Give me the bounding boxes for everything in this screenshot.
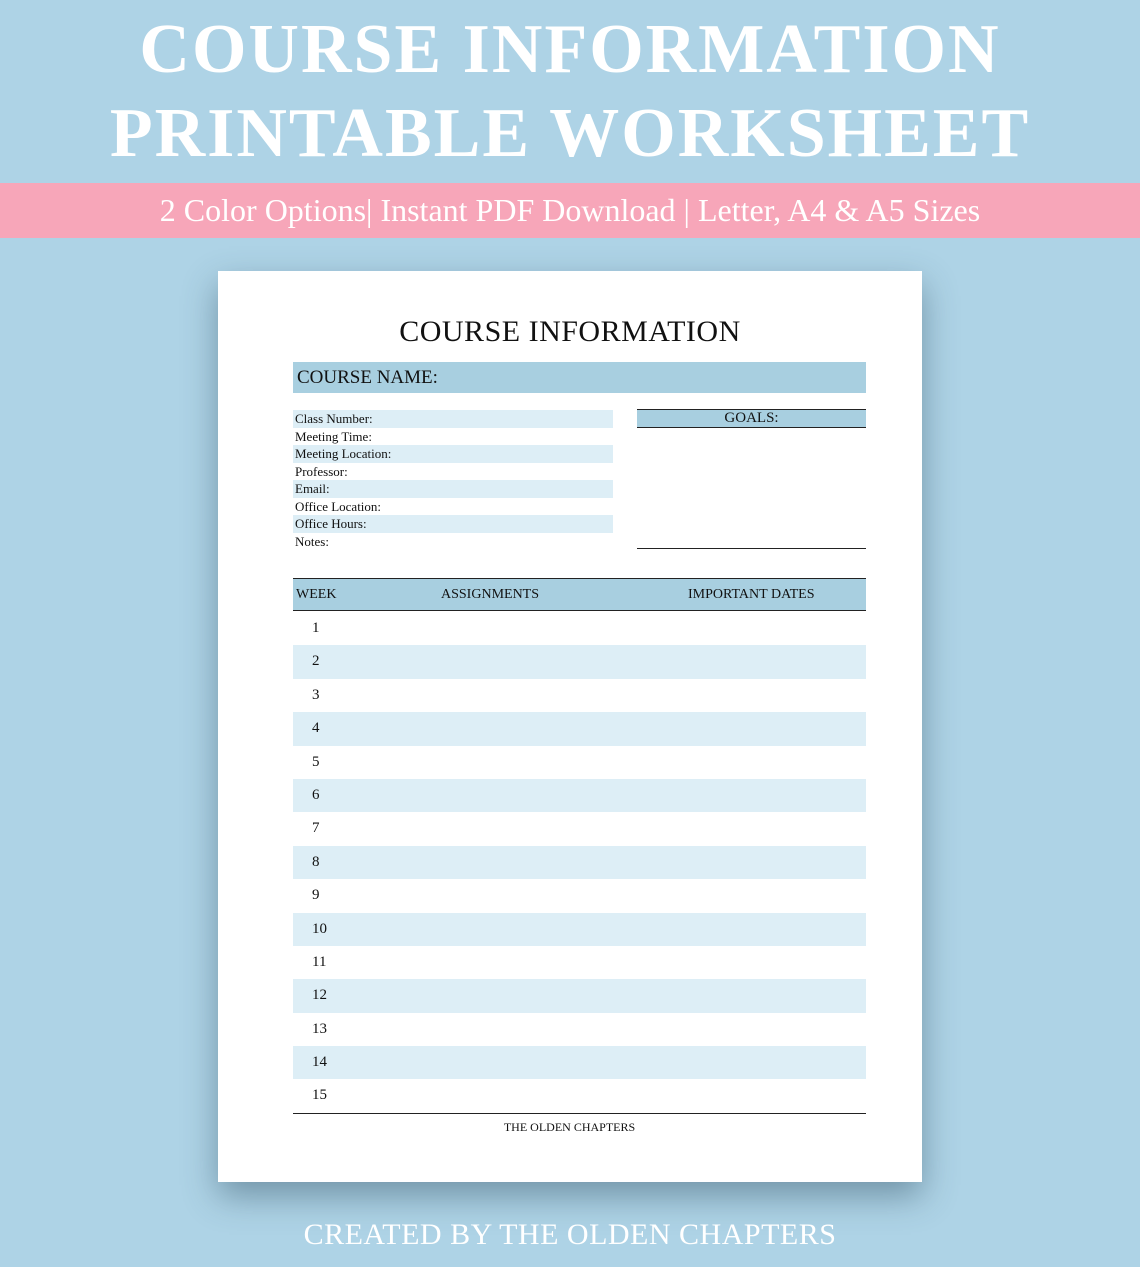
week-number: 15 xyxy=(312,1087,327,1104)
week-number: 14 xyxy=(312,1054,327,1071)
header-assignments: ASSIGNMENTS xyxy=(441,587,540,602)
table-row xyxy=(293,779,866,812)
week-number: 9 xyxy=(312,887,320,904)
week-number: 1 xyxy=(312,620,320,636)
field-notes: Notes: xyxy=(295,533,329,549)
table-row xyxy=(293,612,866,645)
table-bottom-rule xyxy=(293,1113,866,1114)
worksheet-title: COURSE INFORMATION xyxy=(399,315,741,348)
worksheet-footer: THE OLDEN CHAPTERS xyxy=(503,1120,636,1134)
field-professor: Professor: xyxy=(295,463,348,479)
field-email: Email: xyxy=(293,480,613,498)
table-row xyxy=(293,1079,866,1112)
field-meeting-location: Meeting Location: xyxy=(293,445,613,463)
table-row xyxy=(293,913,866,946)
table-row xyxy=(293,846,866,879)
header-week: WEEK xyxy=(296,587,337,602)
table-row xyxy=(293,1013,866,1046)
course-details-fields xyxy=(293,410,613,550)
table-row xyxy=(293,812,866,845)
goals-header: GOALS: xyxy=(637,409,866,428)
goals-bottom-rule xyxy=(637,548,866,549)
week-number: 10 xyxy=(312,920,327,937)
features-banner: 2 Color Options| Instant PDF Download | Letter, A4 & A5 Sizes xyxy=(0,183,1140,238)
week-number: 3 xyxy=(312,686,320,703)
worksheet-page xyxy=(218,271,922,1182)
week-number: 5 xyxy=(312,753,320,770)
field-meeting-time: Meeting Time: xyxy=(295,428,372,444)
table-row xyxy=(293,679,866,712)
table-row xyxy=(293,712,866,745)
field-office-location: Office Location: xyxy=(295,498,382,514)
headline-line-1: COURSE INFORMATION xyxy=(139,11,1001,88)
field-office-hours: Office Hours: xyxy=(293,515,613,533)
headline-line-2: PRINTABLE WORKSHEET xyxy=(109,95,1031,172)
week-number: 12 xyxy=(312,987,327,1004)
week-number: 7 xyxy=(312,820,320,837)
week-number: 11 xyxy=(312,953,327,970)
table-row xyxy=(293,1046,866,1079)
table-row xyxy=(293,946,866,979)
table-row xyxy=(293,746,866,779)
weeks-table-body xyxy=(293,612,866,1113)
weeks-table-header xyxy=(293,578,866,611)
course-name-label: COURSE NAME: xyxy=(293,362,866,393)
table-row xyxy=(293,879,866,912)
week-number: 2 xyxy=(312,653,320,670)
week-number: 8 xyxy=(312,853,320,870)
table-row xyxy=(293,645,866,678)
week-number: 6 xyxy=(312,786,320,803)
week-number: 13 xyxy=(312,1020,327,1037)
week-number: 4 xyxy=(312,720,320,737)
table-row xyxy=(293,979,866,1012)
creator-credit: CREATED BY THE OLDEN CHAPTERS xyxy=(303,1218,837,1251)
field-class-number: Class Number: xyxy=(293,410,613,428)
header-important-dates: IMPORTANT DATES xyxy=(688,587,815,602)
